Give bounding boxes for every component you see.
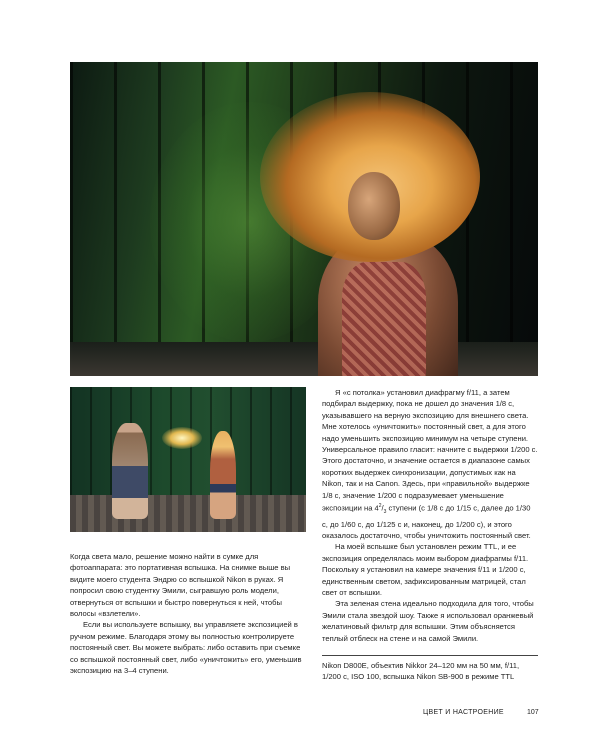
caption-paragraph-2: Если вы используете вспышку, вы управляете экспозицией в ручном режиме. Благодаря этому вы полностью контролируете постоянный свет. Вы можете выбрать: либо оставить при съемке со вспышкой постоянный свет, либо «уничтожить» его, уменьшив экспозицию на 3–4 ступени. — [70, 620, 302, 676]
fraction-numerator: 2 — [378, 503, 382, 510]
floor — [70, 342, 538, 376]
body-paragraph-3: Эта зеленая стена идеально подходила для того, чтобы Эмили стала звездой шоу. Также я использовал оранжевый желатиновый фильтр для вспышки. Этим объясняется теплый отблеск на стене и на самой Эмили. — [322, 599, 534, 643]
credits-divider — [322, 655, 538, 656]
body-text — [322, 387, 538, 644]
flash-burst — [162, 427, 202, 449]
running-footer-section: ЦВЕТ И НАСТРОЕНИЕ — [423, 709, 504, 716]
model-top — [342, 262, 426, 376]
body-paragraph-1: Я «с потолка» установил диафрагму f/11, а затем подбирал выдержку, пока не дошел до значения 1/8 с, указывавшего на верную экспозицию для внешнего света. Мне хотелось «уничтожить» постоянный свет, а для этого надо уменьшить экспозицию минимум на четыре ступени. Универсальное правило гласит: начните с выдержки 1/200 с. Этого достаточно, и значение остается в диапазоне самых коротких выдержек синхронизации, допустимых как на Nikon, так и на Canon. Здесь, при «правильной» выдержке 1/8 с, значение 1/200 с подразумевает уменьшение экспозиции на $4^2/_3$ ступени (с 1/8 с до 1/15 с, далее до 1/30 с, до 1/60 с, до 1/125 с и, наконец, до 1/200 с), и этого оказалось достаточно, чтобы уничтожить постоянный свет. — [322, 388, 538, 540]
body-paragraph-1-end: ступени (с 1/8 с до 1/15 с, далее до 1/30 с, до 1/60 с, до 1/125 с и, наконец, до 1/200 с), и этого оказалось достаточно, чтобы уничтожить постоянный свет. — [322, 503, 531, 540]
main-photo — [70, 62, 538, 376]
photographer-figure — [112, 423, 148, 519]
model-figure — [210, 431, 236, 519]
cobblestone-ground — [70, 495, 306, 532]
camera-credits: Nikon D800E, объектив Nikkor 24–120 мм на 50 мм, f/11, 1/200 с, ISO 100, вспышка Nikon SB-900 в режиме TTL — [322, 661, 520, 682]
photo-caption — [70, 551, 306, 676]
model-head — [348, 172, 400, 240]
fraction-denominator: 3 — [383, 509, 387, 516]
behind-scenes-photo — [70, 387, 306, 532]
caption-paragraph-1: Когда света мало, решение можно найти в сумке для фотоаппарата: это портативная вспышка. На снимке выше вы видите моего студента Эндрю со вспышкой Nikon в руках. Я попросил свою студентку Эмили, сыгравшую роль модели, отвернуться от вспышки и быстро повернуться к ней, чтобы волосы «взлетели». — [70, 552, 291, 619]
page-number: 107 — [527, 709, 539, 716]
body-paragraph-1-start: Я «с потолка» установил диафрагму f/11, а затем подбирал выдержку, пока не дошел до значения 1/8 с, указывавшего на верную экспозицию для внешнего света. Мне хотелось «уничтожить» постоянный свет, а для этого надо уменьшить экспозицию минимум на четыре ступени. Универсальное правило гласит: начните с выдержки 1/200 с. Этого достаточно, и значение остается в диапазоне самых коротких выдержек синхронизации, допустимых как на Nikon, так и на Canon. Здесь, при «правильной» выдержке 1/8 с, значение 1/200 с подразумевает уменьшение экспозиции на 4 — [322, 388, 538, 513]
body-paragraph-2: На моей вспышке был установлен режим TTL, и ее экспозиция определялась моим выбором диафрагмы f/11. Поскольку я установил на камере значения f/11 и 1/200 с, единственным светом, зафиксированным матрицей, стал свет от вспышки. — [322, 542, 529, 597]
